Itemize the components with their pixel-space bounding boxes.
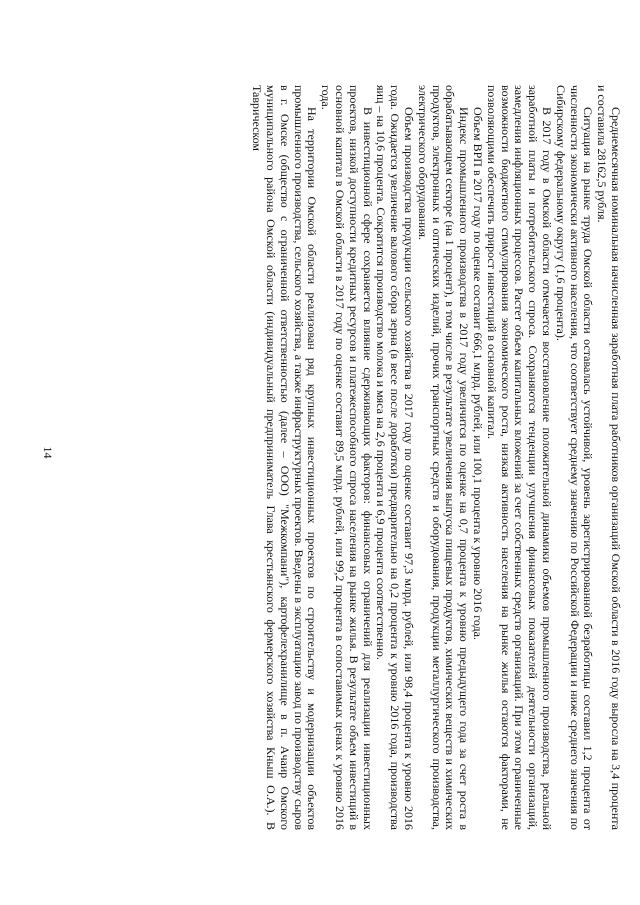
paragraph-projects: На территории Омской области реализован ряд крупных инвестиционных проектов по строительству и модернизации объектов промышленного производства, сельского хозяйства, а также инфраструктурных проектов. Введены в эксплуатацию завод по производству сыров в г. Омске (общество с ограниченной ответственностью (далее – ООО) "Межкомпани"), картофелехранилище в п. Ачаир Омского муниципального района Омской области (индивидуальный предприниматель Глава крестьянского фермерского хозяйства Кныш О.А.). В Таврическом <box>250 85 320 830</box>
paragraph-agriculture: Объем производства продукции сельского хозяйства в 2017 году по оценке составит 97,3 млрд. рублей, или 98,4 процента к уровню 2016 года. Ожидается увеличение валового сбора зерна (в весе после доработки) предварительно на 0,2 процента к уровню 2016 года, производства яиц – на 10,6 процента. Сократится производство молока и мяса на 2,6 процента и 6,9 процента соответственно. <box>374 85 417 830</box>
paragraph-wages: Среднемесячная номинальная начисленная заработная плата работников организаций Омской области в 2016 году выросла на 3,4 процента и составила 28162,5 рубля. <box>595 85 623 830</box>
paragraph-industrial-index: Индекс промышленного производства в 2017 году увеличится по оценке на 0,7 процента к уровню предыдущего года за счет роста в обрабатывающем секторе (на 1 процент), в том числе в результате увеличения выпуска пищевых продуктов, химических веществ и химических продуктов, электронных и оптических изделий, прочих транспортных средств и оборудования, продукции металлургического производства, электрического оборудования. <box>415 85 472 830</box>
page-number: 14 <box>41 446 55 459</box>
paragraph-grp: Объем ВРП в 2017 году по оценке составит 666,1 млрд. рублей, или 100,1 процента к уровню 2016 года. <box>471 107 486 640</box>
paragraph-labor-market: Ситуация на рынке труда Омской области оставалась устойчивой, уровень зарегистрированной безработицы составил 1,2 процента от численности экономически активного населения, что соответствует среднему значению по Российской Федерации и ниже среднего значения по Сибирскому федеральному округу (1,6 процента). <box>553 85 596 830</box>
paragraph-economic-recovery: В 2017 году в Омской области отмечается восстановление положительной динамики объемов промышленного производства, реальной заработной платы и потребительского спроса. Сохраняются тенденции улучшения финансовых показателей деятельности организаций, замедления инфляционных процессов. Растет объем капитальных вложений за счет собственных средств организаций. При этом ограниченные возможности бюджетного стимулирования экономического роста, низкая активность населения на рынке жилья остаются факторами, не позволяющими обеспечить прирост инвестиций в основной капитал. <box>484 85 555 830</box>
paragraph-investment: В инвестиционной сфере сохраняется влияние сдерживающих факторов: финансовых ограничений для реализации инвестиционных проектов, низкой доступности кредитных ресурсов и платежеспособного спроса населения на рынке жилья. В результате объем инвестиций в основной капитал в Омской области в 2017 году по оценке составит 89,5 млрд. рублей, или 99,2 процента в сопоставимых ценах к уровню 2016 года. <box>319 85 375 830</box>
body-text <box>249 85 622 830</box>
